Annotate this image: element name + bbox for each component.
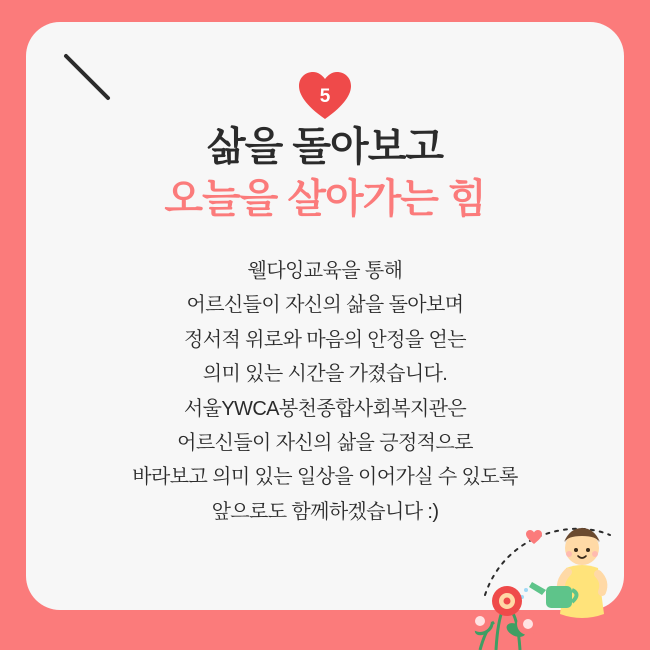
content-card xyxy=(26,22,624,610)
body-line: 어르신들이 자신의 삶을 긍정적으로 xyxy=(177,431,473,454)
body-line: 정서적 위로와 마음의 안정을 얻는 xyxy=(184,328,466,351)
page-title-line-1: 삶을 돌아보고 xyxy=(207,125,443,169)
body-line: 앞으로도 함께하겠습니다 :) xyxy=(211,500,439,523)
body-text-block xyxy=(26,254,624,529)
body-line: 웰다잉교육을 통해 xyxy=(247,260,403,282)
body-line: 의미 있는 시간을 가졌습니다. xyxy=(202,363,448,386)
diagonal-line-icon xyxy=(62,52,122,112)
body-line: 바라보고 의미 있는 일상을 이어가실 수 있도록 xyxy=(132,466,518,489)
heart-badge xyxy=(297,70,353,122)
title-block xyxy=(26,122,624,224)
body-line: 서울YWCA봉천종합사회복지관은 xyxy=(183,397,467,420)
badge-number: 5 xyxy=(319,86,331,107)
body-line: 어르신들이 자신의 삶을 돌아보며 xyxy=(186,294,464,317)
page-title-line-2: 오늘을 살아가는 힘 xyxy=(164,177,486,221)
